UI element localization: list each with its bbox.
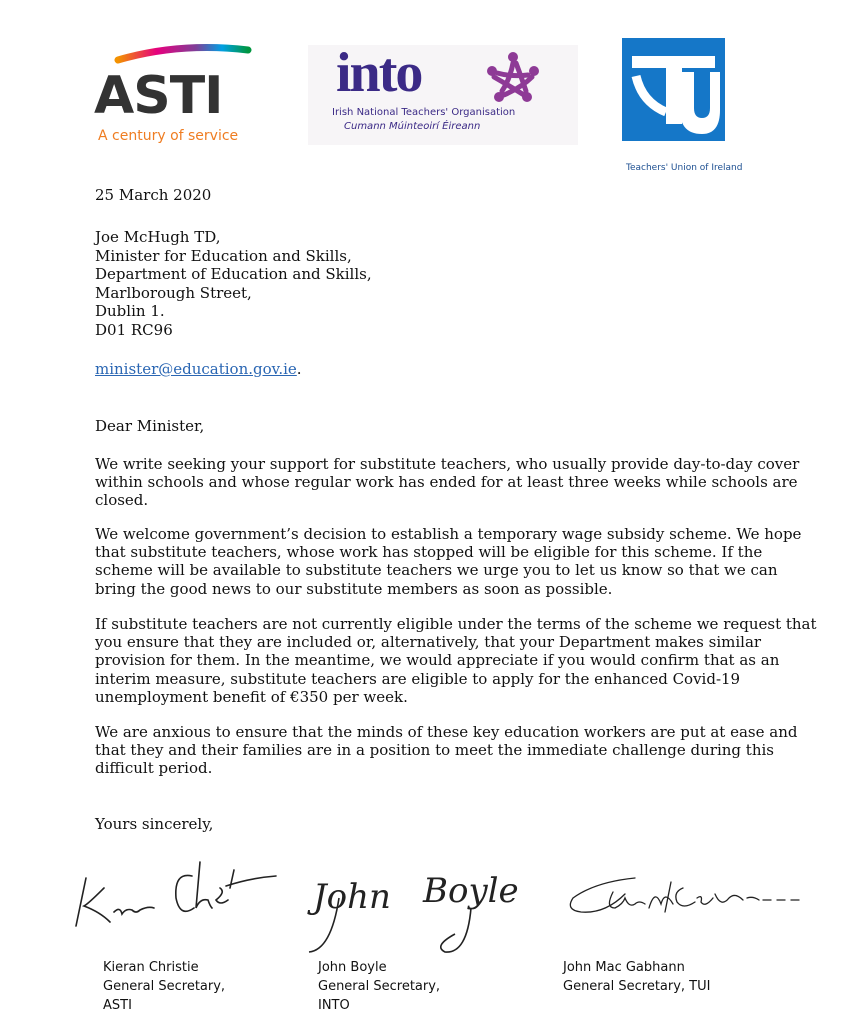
tui-logo bbox=[622, 38, 725, 141]
paragraph-line: scheme will be available to substitute teachers we urge you to let us know so that we can bbox=[95, 561, 778, 580]
signatory-name: John Boyle bbox=[318, 960, 387, 975]
paragraph-line: We welcome government’s decision to establish a temporary wage subsidy scheme. We hope bbox=[95, 525, 802, 543]
address-line: Department of Education and Skills, bbox=[95, 265, 372, 283]
into-irish-name: Cumann Múinteoirí Éireann bbox=[344, 121, 481, 132]
signatory-title: General Secretary, bbox=[103, 979, 226, 994]
paragraph-line: closed. bbox=[95, 491, 149, 510]
paragraph-1 bbox=[95, 455, 800, 510]
address-line: Marlborough Street, bbox=[95, 283, 252, 302]
paragraph-line: difficult period. bbox=[95, 759, 213, 778]
paragraph-2 bbox=[95, 525, 802, 598]
signatory-1 bbox=[103, 958, 225, 1015]
signature-boyle-last: Boyle bbox=[423, 871, 519, 911]
paragraph-3 bbox=[95, 615, 817, 706]
into-people-emblem bbox=[482, 51, 544, 107]
paragraph-line: bring the good news to our substitute members as soon as possible. bbox=[95, 579, 613, 598]
signatory-title: General Secretary, TUI bbox=[563, 979, 711, 994]
signatory-org: ASTI bbox=[103, 998, 132, 1013]
paragraph-line: We are anxious to ensure that the minds of these key education workers are put at ease and bbox=[95, 723, 798, 741]
signatory-title: General Secretary, bbox=[318, 979, 441, 994]
signature-john-boyle bbox=[295, 850, 545, 965]
paragraph-line: We write seeking your support for substitute teachers, who usually provide day-to-day cover bbox=[95, 455, 800, 473]
paragraph-line: provision for them. In the meantime, we would appreciate if you would confirm that as an bbox=[95, 651, 780, 670]
signatory-3 bbox=[563, 958, 710, 996]
signature-kieran-christie bbox=[70, 848, 285, 933]
signature-john-mac-gabhann bbox=[565, 868, 805, 928]
paragraph-line: within schools and whose regular work has ended for at least three weeks while schools are bbox=[95, 473, 798, 492]
paragraph-line: that substitute teachers, whose work has stopped will be eligible for this scheme. If the bbox=[95, 543, 763, 562]
asti-logo bbox=[90, 40, 265, 150]
tui-emblem bbox=[622, 38, 725, 141]
signatory-2 bbox=[318, 958, 440, 1015]
letter-date: 25 March 2020 bbox=[95, 186, 212, 204]
salutation: Dear Minister, bbox=[95, 417, 205, 435]
address-line: Joe McHugh TD, bbox=[95, 228, 221, 246]
signatory-name: Kieran Christie bbox=[103, 960, 199, 975]
into-wordmark: into bbox=[336, 42, 422, 104]
address-line: Minister for Education and Skills, bbox=[95, 246, 352, 265]
closing: Yours sincerely, bbox=[95, 815, 214, 833]
into-fullname: Irish National Teachers' Organisation bbox=[332, 107, 516, 118]
paragraph-line: If substitute teachers are not currently eligible under the terms of the scheme we request that bbox=[95, 615, 817, 633]
signature-boyle-first: John bbox=[313, 877, 391, 917]
into-logo bbox=[308, 42, 578, 145]
address-line: Dublin 1. bbox=[95, 302, 165, 320]
recipient-address bbox=[95, 228, 372, 339]
email-suffix: . bbox=[296, 360, 302, 378]
signatory-name: John Mac Gabhann bbox=[563, 960, 685, 975]
email-line bbox=[95, 360, 302, 379]
asti-tagline: A century of service bbox=[98, 128, 239, 144]
tui-caption: Teachers' Union of Ireland bbox=[626, 163, 743, 173]
paragraph-line: interim measure, substitute teachers are eligible to apply for the enhanced Covid-19 bbox=[95, 669, 741, 688]
paragraph-line: you ensure that they are included or, alternatively, that your Department makes similar bbox=[95, 633, 762, 652]
minister-email-link[interactable]: minister@education.gov.ie bbox=[95, 360, 297, 378]
address-line: D01 RC96 bbox=[95, 320, 173, 339]
asti-wordmark: ASTI bbox=[94, 66, 223, 126]
paragraph-line: that they and their families are in a position to meet the immediate challenge during this bbox=[95, 741, 774, 760]
signatory-org: INTO bbox=[318, 998, 350, 1013]
paragraph-4 bbox=[95, 723, 798, 778]
paragraph-line: unemployment benefit of €350 per week. bbox=[95, 687, 408, 706]
